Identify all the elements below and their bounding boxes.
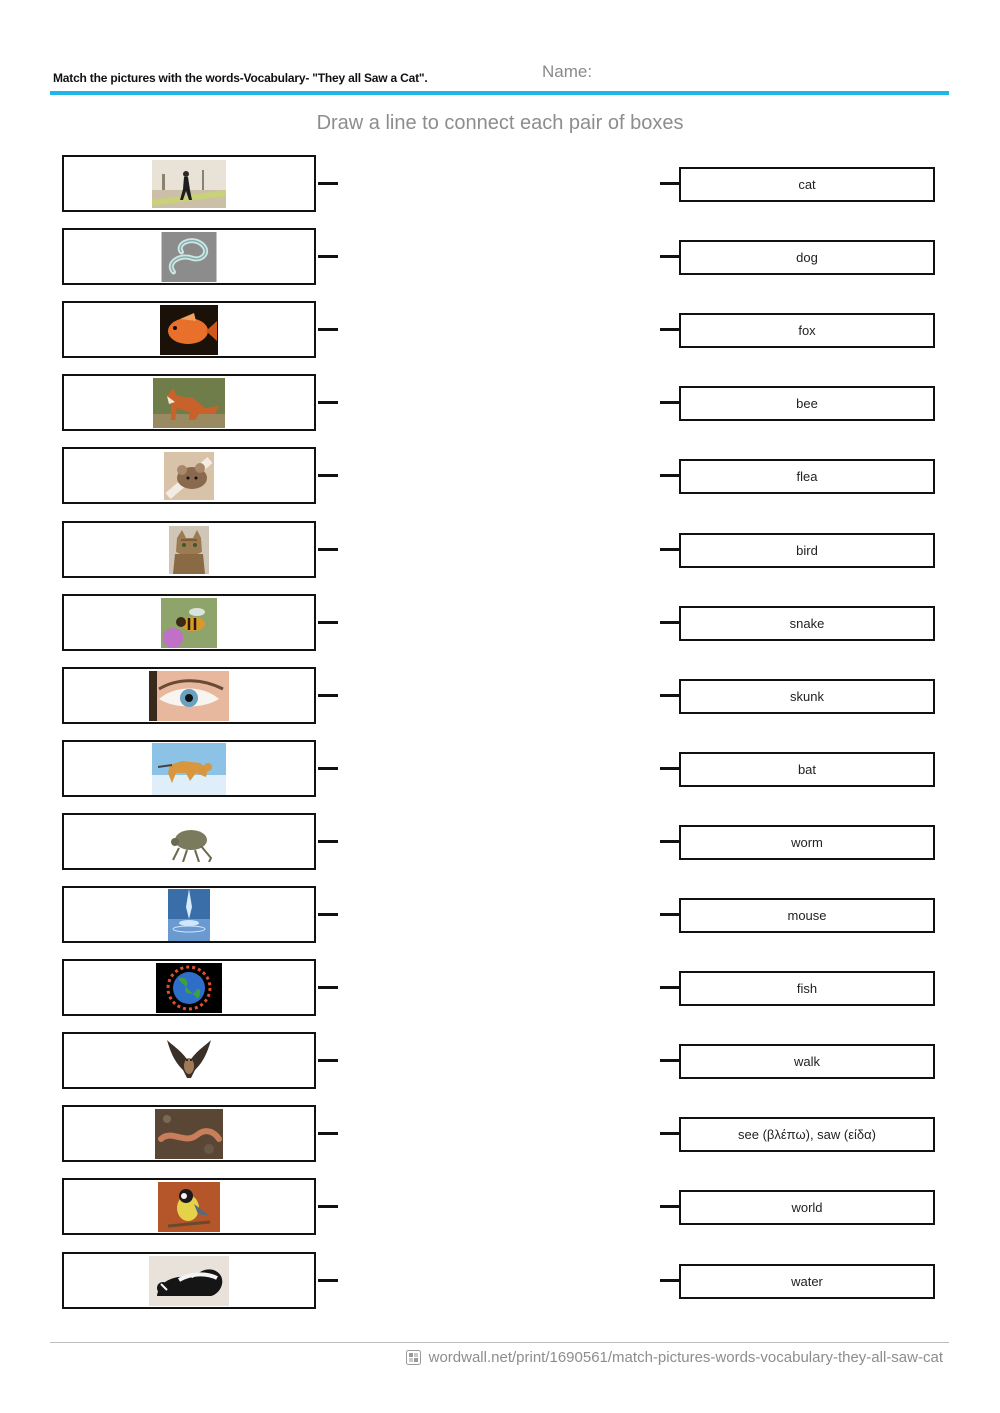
connector-stub-right[interactable] [660, 986, 680, 989]
picture-box[interactable] [62, 1178, 316, 1235]
worksheet-title: Match the pictures with the words-Vocabulary- "They all Saw a Cat". [53, 71, 428, 85]
connector-stub-right[interactable] [660, 548, 680, 551]
cat-photo [169, 526, 209, 574]
word-box[interactable]: bat [679, 752, 935, 787]
skunk-photo [149, 1256, 229, 1306]
connector-stub-right[interactable] [660, 328, 680, 331]
connector-stub-left[interactable] [318, 986, 338, 989]
water-photo [168, 889, 210, 941]
connector-stub-left[interactable] [318, 1132, 338, 1135]
connector-stub-left[interactable] [318, 767, 338, 770]
picture-box[interactable] [62, 594, 316, 651]
connector-stub-right[interactable] [660, 1132, 680, 1135]
connector-stub-right[interactable] [660, 621, 680, 624]
connector-stub-left[interactable] [318, 1279, 338, 1282]
name-label: Name: [542, 62, 593, 81]
worm-photo [162, 232, 217, 282]
connector-stub-left[interactable] [318, 548, 338, 551]
connector-stub-left[interactable] [318, 474, 338, 477]
connector-stub-left[interactable] [318, 913, 338, 916]
picture-box[interactable] [62, 1032, 316, 1089]
picture-box[interactable] [62, 1105, 316, 1162]
connector-stub-right[interactable] [660, 913, 680, 916]
word-box[interactable]: bee [679, 386, 935, 421]
dog-photo [152, 743, 226, 795]
word-box[interactable]: see (βλέπω), saw (είδα) [679, 1117, 935, 1152]
word-box[interactable]: worm [679, 825, 935, 860]
walk-photo [152, 160, 226, 208]
connector-stub-left[interactable] [318, 328, 338, 331]
connector-stub-left[interactable] [318, 840, 338, 843]
picture-box[interactable] [62, 959, 316, 1016]
connector-stub-right[interactable] [660, 767, 680, 770]
fish-photo [160, 305, 218, 355]
picture-box[interactable] [62, 740, 316, 797]
picture-box[interactable] [62, 155, 316, 212]
connector-stub-left[interactable] [318, 694, 338, 697]
picture-box[interactable] [62, 1252, 316, 1309]
word-box[interactable]: fox [679, 313, 935, 348]
word-box[interactable]: bird [679, 533, 935, 568]
fox-photo [153, 378, 225, 428]
word-box[interactable]: world [679, 1190, 935, 1225]
word-box[interactable]: flea [679, 459, 935, 494]
connector-stub-right[interactable] [660, 182, 680, 185]
world-photo [156, 963, 222, 1013]
connector-stub-left[interactable] [318, 1059, 338, 1062]
connector-stub-right[interactable] [660, 1279, 680, 1282]
wordwall-logo-icon [406, 1350, 421, 1365]
picture-box[interactable] [62, 813, 316, 870]
mouse-photo [164, 452, 214, 500]
picture-box[interactable] [62, 228, 316, 285]
connector-stub-right[interactable] [660, 401, 680, 404]
instructions-text: Draw a line to connect each pair of boxes [316, 112, 684, 134]
bird-photo [158, 1182, 220, 1232]
connector-stub-left[interactable] [318, 1205, 338, 1208]
footer [406, 1349, 943, 1366]
connector-stub-left[interactable] [318, 182, 338, 185]
word-box[interactable]: cat [679, 167, 935, 202]
connector-stub-left[interactable] [318, 401, 338, 404]
picture-box[interactable] [62, 886, 316, 943]
connector-stub-right[interactable] [660, 474, 680, 477]
bee-photo [161, 598, 217, 648]
connector-stub-right[interactable] [660, 1059, 680, 1062]
footer-divider [50, 1342, 949, 1343]
word-box[interactable]: dog [679, 240, 935, 275]
footer-url: wordwall.net/print/1690561/match-pictures-words-vocabulary-they-all-saw-cat [428, 1349, 943, 1366]
picture-box[interactable] [62, 667, 316, 724]
word-box[interactable]: water [679, 1264, 935, 1299]
picture-box[interactable] [62, 447, 316, 504]
connector-stub-left[interactable] [318, 255, 338, 258]
picture-box[interactable] [62, 301, 316, 358]
connector-stub-right[interactable] [660, 694, 680, 697]
word-box[interactable]: walk [679, 1044, 935, 1079]
earthworm-photo [155, 1109, 223, 1159]
flea-photo [165, 822, 213, 862]
bat-photo [165, 1036, 213, 1086]
picture-box[interactable] [62, 521, 316, 578]
word-box[interactable]: snake [679, 606, 935, 641]
word-box[interactable]: fish [679, 971, 935, 1006]
header-divider [50, 91, 949, 95]
connector-stub-left[interactable] [318, 621, 338, 624]
word-box[interactable]: mouse [679, 898, 935, 933]
eye-photo [149, 671, 229, 721]
connector-stub-right[interactable] [660, 1205, 680, 1208]
word-box[interactable]: skunk [679, 679, 935, 714]
connector-stub-right[interactable] [660, 255, 680, 258]
picture-box[interactable] [62, 374, 316, 431]
connector-stub-right[interactable] [660, 840, 680, 843]
